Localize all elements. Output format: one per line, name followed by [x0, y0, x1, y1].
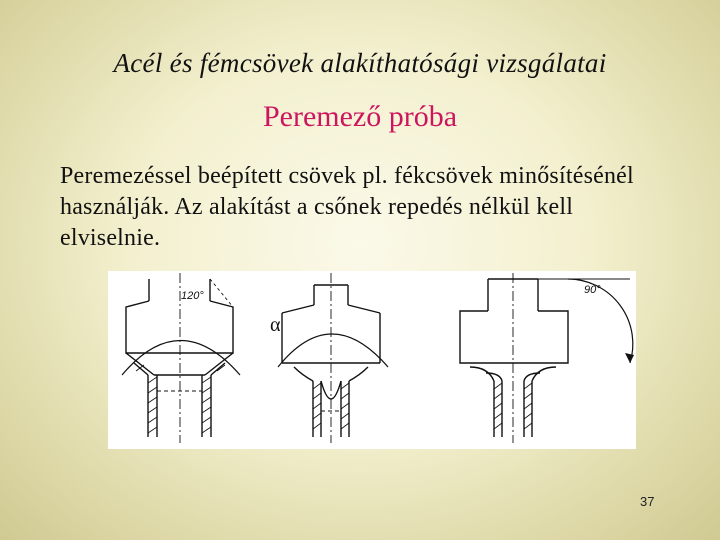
technical-drawing: [108, 271, 636, 449]
middle-flaring-tool: [278, 273, 388, 443]
body-paragraph: Peremezéssel beépített csövek pl. fékcsövek minősítésénél használják. Az alakítást a csőnek repedés nélkül kell elviselnie.: [60, 163, 634, 251]
slide-subtitle: Peremező próba: [262, 100, 458, 133]
angle-label-90: 90°: [584, 284, 601, 296]
flaring-test-drawing: [108, 271, 636, 449]
right-flaring-tool: [460, 273, 634, 443]
angle-label-120: 120°: [181, 290, 204, 302]
page-number: 37: [640, 494, 655, 509]
slide-title: Acél és fémcsövek alakíthatósági vizsgálatai: [113, 48, 607, 78]
angle-label-alpha: α: [270, 314, 281, 336]
